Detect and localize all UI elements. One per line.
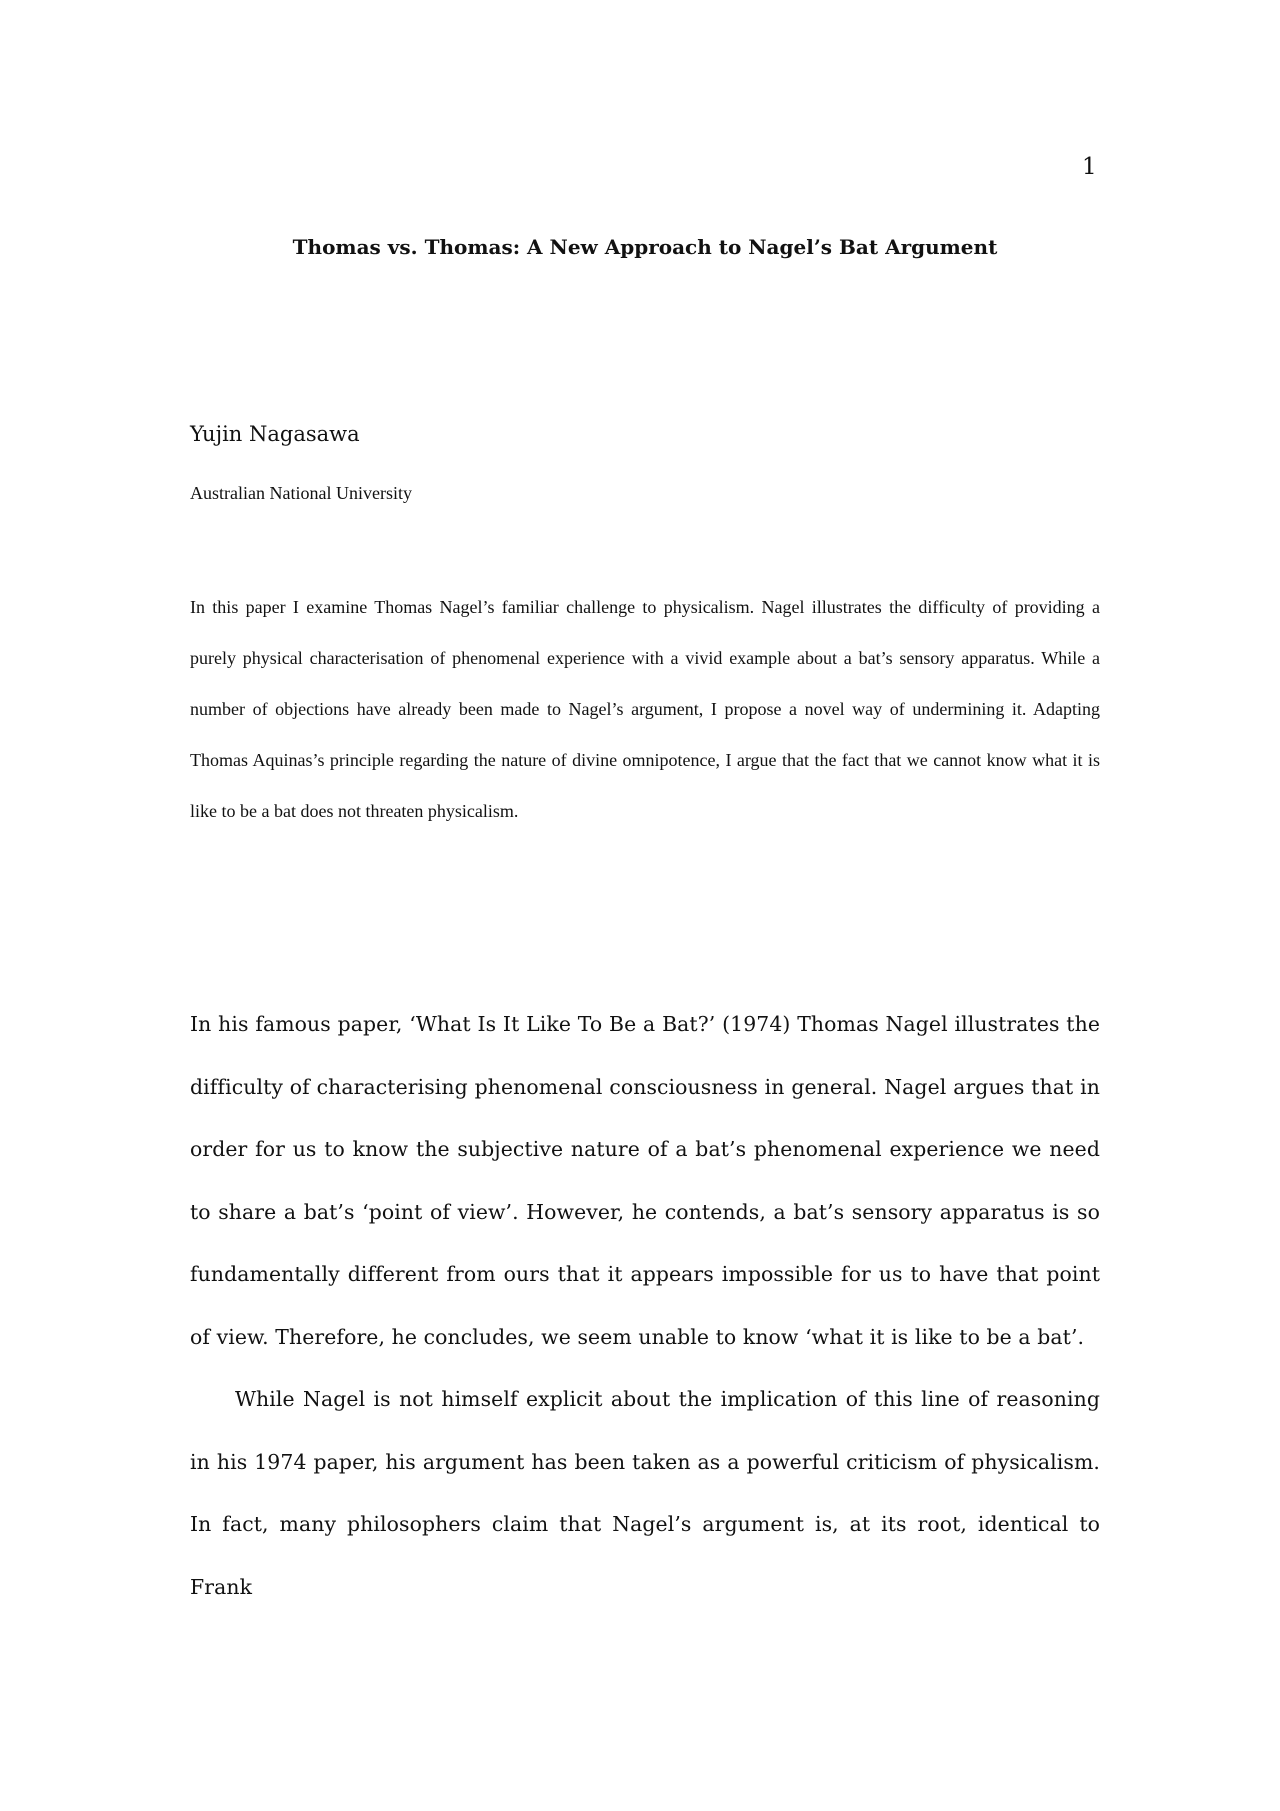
author-affiliation: Australian National University: [190, 483, 412, 503]
page-number: 1: [1082, 154, 1097, 180]
abstract-paragraph: In this paper I examine Thomas Nagel’s familiar challenge to physicalism. Nagel illustrates the difficulty of providing a purely physical characterisation of phenomenal experience with a vivid example about a bat’s sensory apparatus. While a number of objections have already been made to Nagel’s argument, I propose a novel way of undermining it. Adapting Thomas Aquinas’s principle regarding the nature of divine omnipotence, I argue that the fact that we cannot know what it is like to be a bat does not threaten physicalism.: [190, 597, 1100, 821]
body-text: [190, 993, 1100, 1618]
body-paragraph-2: While Nagel is not himself explicit about the implication of this line of reasoning in his 1974 paper, his argument has been taken as a powerful criticism of physicalism. In fact, many philosophers claim that Nagel’s argument is, at its root, identical to Frank: [190, 1387, 1100, 1599]
paper-title: Thomas vs. Thomas: A New Approach to Nagel’s Bat Argument: [292, 235, 998, 259]
body-paragraph-1: In his famous paper, ‘What Is It Like To Be a Bat?’ (1974) Thomas Nagel illustrates the difficulty of characterising phenomenal consciousness in general. Nagel argues that in order for us to know the subjective nature of a bat’s phenomenal experience we need to share a bat’s ‘point of view’. However, he contends, a bat’s sensory apparatus is so fundamentally different from ours that it appears impossible for us to have that point of view. Therefore, he concludes, we seem unable to know ‘what it is like to be a bat’.: [190, 1012, 1100, 1349]
author-name: Yujin Nagasawa: [190, 422, 360, 446]
